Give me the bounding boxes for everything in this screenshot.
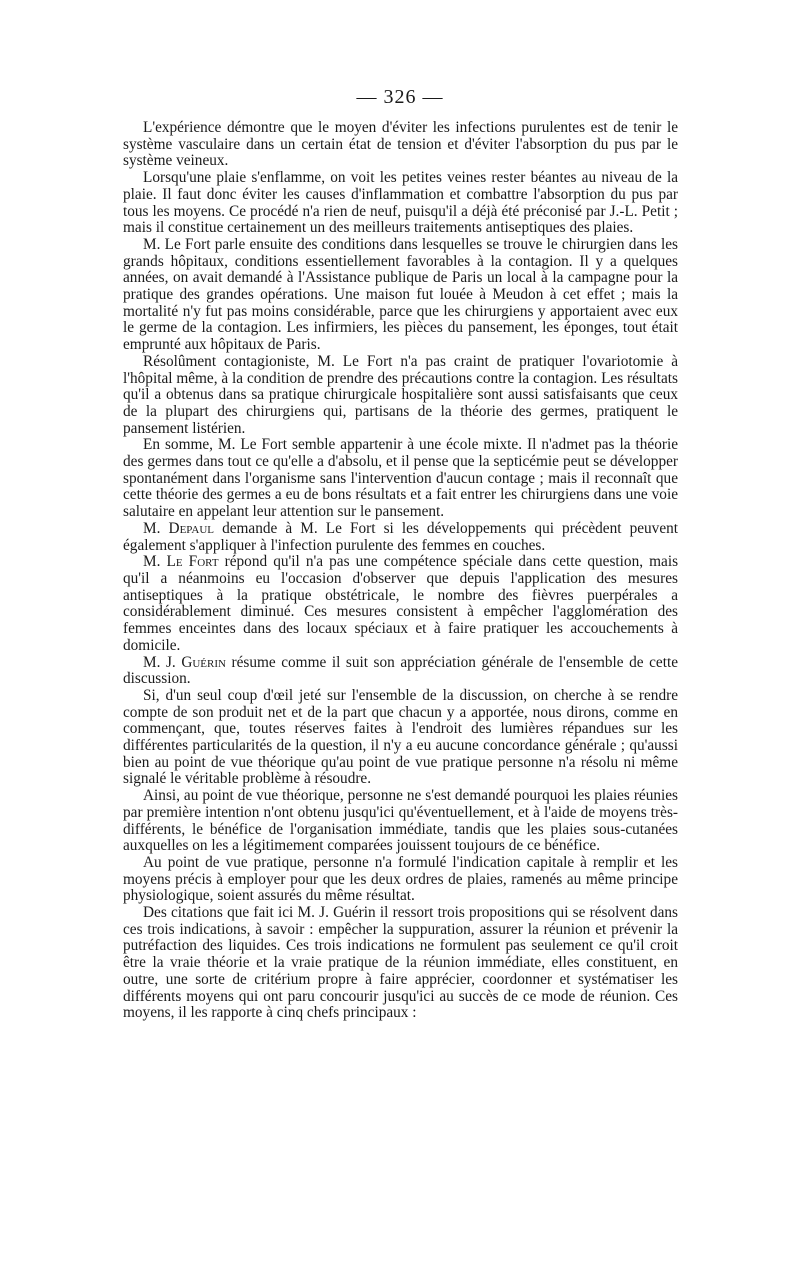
page-number: — 326 — (356, 86, 444, 108)
speaker-prefix: M. (143, 519, 169, 537)
paragraph: Au point de vue pratique, personne n'a formulé l'indication capitale à remplir et les moyens précis à employer pour que les deux ordres de plaies, ramenés au même principe physiologique, soient assurés du même résultat. (123, 853, 678, 905)
paragraph: Résolûment contagioniste, M. Le Fort n'a pas craint de pratiquer l'ovariotomie à l'hôpital même, à la condition de prendre des précautions contre la contagion. Les résultats qu'il a obtenus dans sa pratique chirurgicale hospitalière sont aussi satisfaisants que ceux de la plupart des chirurgiens qui, partisans de la théorie des germes, pratiquent le pansement listérien. (123, 352, 678, 437)
paragraph: Des citations que fait ici M. J. Guérin il ressort trois propositions qui se résolvent dans ces trois indications, à savoir : empêcher la suppuration, assurer la réunion et prévenir la putréfaction des liquides. Ces trois indications ne formulent pas seulement ce qu'il croit être la vraie théorie et la vraie pratique de la réunion immédiate, elles constituent, en outre, une sorte de critérium propre à faire apprécier, coordonner et systématiser les différents moyens qui ont paru concourir jusqu'ici au succès de ce mode de réunion. Ces moyens, il les rapporte à cinq chefs principaux : (123, 904, 678, 1022)
speaker-name: Depaul (168, 519, 214, 537)
paragraph: Lorsqu'une plaie s'enflamme, on voit les petites veines rester béantes au niveau de la plaie. Il faut donc éviter les causes d'inflammation et combattre l'absorption du pus par tous les moyens. Ce procédé n'a rien de neuf, puisqu'il a déjà été préconisé par J.-L. Petit ; mais il constitue certainement un des meilleurs traitements antiseptiques des plaies. (123, 169, 678, 237)
paragraph: Si, d'un seul coup d'œil jeté sur l'ensemble de la discussion, on cherche à se rendre compte de son produit net et de la part que chacun y a apportée, nous dirons, comme en commençant, que, toutes réserves faites à l'endroit des lumières répandues sur les différentes particularités de la question, il n'y a eu aucune concordance générale ; qu'aussi bien au point de vue théorique qu'au point de vue pratique personne n'a résolu ni même signalé le véritable problème à résoudre. (123, 686, 678, 788)
paragraph: M. Le Fort parle ensuite des conditions dans lesquelles se trouve le chirurgien dans les grands hôpitaux, conditions essentiellement favorables à la contagion. Il y a quelques années, on avait demandé à l'Assistance publique de Paris un local à la campagne pour la pratique des grandes opérations. Une maison fut louée à Meudon à cet effet ; mais la mortalité n'y fut pas moins considérable, parce que les chirurgiens y apportaient avec eux le germe de la contagion. Les infirmiers, les pièces du pansement, les éponges, tout était emprunté aux hôpitaux de Paris. (123, 235, 678, 354)
paragraph (123, 655, 678, 688)
speaker-prefix: M. (143, 553, 167, 571)
paragraph-text: répond qu'il n'a pas une compétence spéciale dans cette question, mais qu'il a néanmoins eu l'occasion d'observer que depuis l'application des mesures antiseptiques à la pratique obstétricale, le nombre des fièvres puerpérales a considérablement diminué. Ces mesures consistent à empêcher l'agglomération des femmes enceintes dans des locaux spéciaux et à faire pratiquer les accouchements à domicile. (123, 553, 679, 654)
paragraph (123, 521, 678, 554)
paragraph-text: demande à M. Le Fort si les développements qui précèdent peuvent également s'appliquer à l'infection purulente des femmes en couches. (123, 519, 679, 554)
speaker-prefix: M. J. (143, 653, 182, 671)
body-text (123, 120, 678, 1022)
speaker-name: Le Fort (166, 553, 219, 571)
paragraph (123, 554, 678, 654)
paragraph-text: résume comme il suit son appréciation générale de l'ensemble de cette discussion. (123, 653, 678, 688)
paragraph: Ainsi, au point de vue théorique, personne ne s'est demandé pourquoi les plaies réunies par première intention n'ont obtenu jusqu'ici qu'éventuellement, et à l'aide de moyens très-différents, le bénéfice de l'organisation immédiate, tandis que les plaies sous-cutanées auxquelles on les a légitimement comparées jouissent toujours de ce bénéfice. (123, 787, 678, 855)
paragraph: L'expérience démontre que le moyen d'éviter les infections purulentes est de tenir le système vasculaire dans un certain état de tension et d'éviter l'absorption du pus par le système veineux. (123, 119, 678, 170)
paragraph: En somme, M. Le Fort semble appartenir à une école mixte. Il n'admet pas la théorie des germes dans tout ce qu'elle a d'absolu, et il pense que la septicémie peut se développer spontanément dans l'organisme sans l'intervention d'aucun contage ; mais il reconnaît que cette théorie des germes a eu de bons résultats et a fait entrer les chirurgiens dans une voie salutaire en appelant leur attention sur le pansement. (123, 436, 678, 521)
speaker-name: Guérin (181, 653, 226, 671)
